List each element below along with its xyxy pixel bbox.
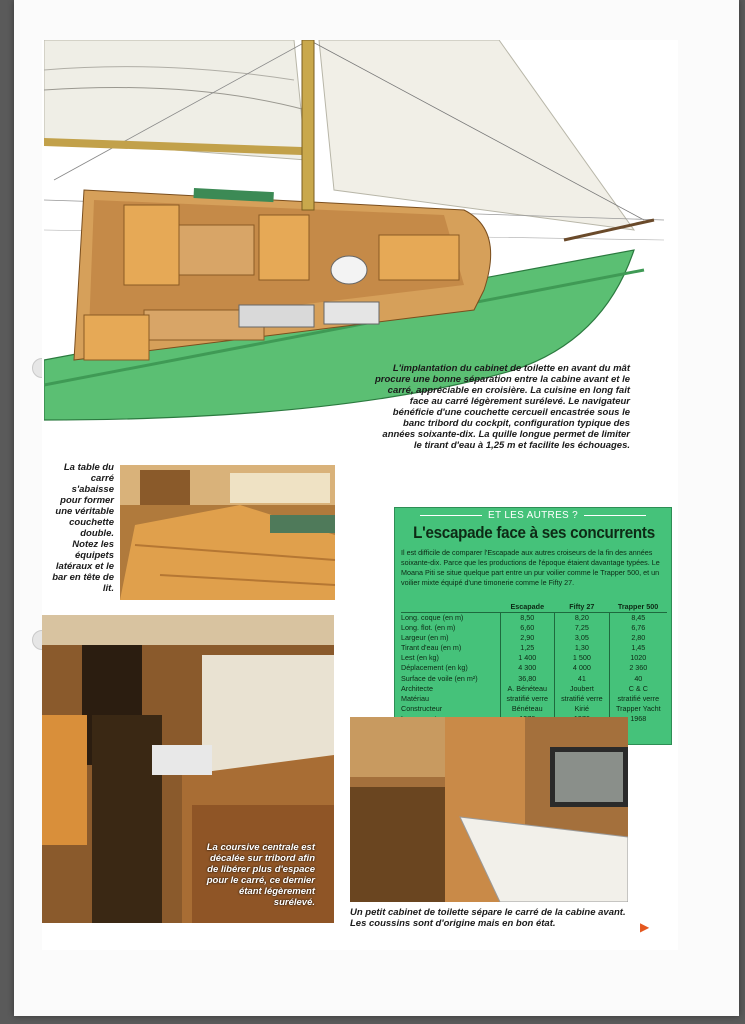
table-header: Trapper 500: [609, 601, 667, 613]
row-value: 4 300: [500, 663, 555, 673]
table-row: [401, 694, 667, 704]
comparison-box: [394, 507, 672, 745]
row-label: Surface de voile (en m²): [401, 673, 478, 683]
row-label: Long. coque (en m): [401, 613, 464, 622]
cabinet-caption: Un petit cabinet de toilette sépare le carré de la cabine avant. Les coussins sont d'origine mais en bon état.: [350, 907, 626, 929]
row-value: 1,25: [500, 643, 555, 653]
table-header: Escapade: [500, 601, 555, 613]
row-value: 4 000: [555, 663, 610, 673]
continue-arrow-icon: ▶: [640, 920, 650, 934]
row-value: 3,05: [555, 633, 610, 643]
row-value: 1,30: [555, 643, 610, 653]
row-label: Lest (en kg): [401, 653, 439, 663]
table-header: Fifty 27: [555, 601, 610, 613]
row-label: Constructeur: [401, 703, 443, 713]
row-label: Tirant d'eau (en m): [401, 643, 462, 653]
magazine-page: [42, 40, 678, 950]
row-value: 7,25: [555, 623, 610, 633]
row-value: 1 400: [500, 653, 555, 663]
row-value: 1,45: [609, 643, 667, 653]
row-label: Largeur (en m): [401, 633, 449, 643]
row-label: Déplacement (en kg): [401, 663, 468, 673]
row-value: 2,90: [500, 633, 555, 643]
row-value: A. Bénéteau: [500, 684, 555, 694]
table-row: [401, 613, 667, 624]
table-row: [401, 633, 667, 643]
row-value: 2 360: [609, 663, 667, 673]
comparison-table: [401, 601, 667, 724]
row-value: 1968: [609, 714, 667, 724]
row-value: 1020: [609, 653, 667, 663]
table-row: [401, 653, 667, 663]
row-value: Joubert: [555, 684, 610, 694]
row-value: Bénéteau: [500, 704, 555, 714]
row-value: Trapper Yacht: [609, 704, 667, 714]
table-row: [401, 674, 667, 684]
comparison-intro: Il est difficile de comparer l'Escapade aux autres croiseurs de la fin des années soixante-dix. Parce que les productions de l'époque étaient davantage typées. Le Moana Piti se situe quelque part entre un pur voilier comme le Trapper 500, et un voilier mixte équipé d'une timonerie comme le Fifty 27.: [401, 548, 660, 587]
row-value: 8,45: [609, 613, 667, 624]
row-value: 6,60: [500, 623, 555, 633]
row-value: stratifié verre: [500, 694, 555, 704]
coursive-caption: La coursive centrale est décalée sur tribord afin de libérer plus d'espace pour le carré, ce dernier étant légèrement surélevé.: [206, 842, 315, 908]
row-value: 36,80: [500, 674, 555, 684]
hero-caption: L'implantation du cabinet de toilette en avant du mât procure une bonne séparation entre la cabine avant et le carré, appréciable en croisière. La cuisine en long fait face au carré légèrement surélevé. Le navigateur bénéficie d'une couchette cercueil encastrée sous le banc tribord du cockpit, configuration typique des années soixante-dix. La quille longue permet de limiter le tirant d'eau à 1,25 m et facilite les échouages.: [375, 363, 630, 451]
salon-photo: [120, 465, 335, 600]
row-value: 40: [609, 674, 667, 684]
table-row: [401, 684, 667, 694]
row-value: C & C: [609, 684, 667, 694]
table-row: [401, 704, 667, 714]
table-caption: La table du carré s'abaisse pour former une véritable couchette double. Notez les équipets latéraux et le bar en tête de lit.: [52, 462, 114, 594]
comparison-title: L'escapade face à ses concurrents: [413, 524, 655, 542]
row-label: Architecte: [401, 683, 433, 693]
table-header-blank: [401, 601, 500, 613]
row-label: Long. flot. (en m): [401, 623, 456, 633]
row-value: stratifié verre: [609, 694, 667, 704]
table-row: [401, 623, 667, 633]
cabinet-photo: [350, 717, 628, 902]
row-value: 1 500: [555, 653, 610, 663]
row-value: 2,80: [609, 633, 667, 643]
row-value: 8,20: [555, 613, 610, 624]
table-row: [401, 643, 667, 653]
row-value: 6,76: [609, 623, 667, 633]
row-value: stratifié verre: [555, 694, 610, 704]
comparison-kicker: ET LES AUTRES ?: [395, 510, 671, 521]
table-row: [401, 663, 667, 673]
row-value: 8,50: [500, 613, 555, 624]
row-value: 41: [555, 674, 610, 684]
row-value: Kirié: [555, 704, 610, 714]
row-label: Matériau: [401, 693, 429, 703]
